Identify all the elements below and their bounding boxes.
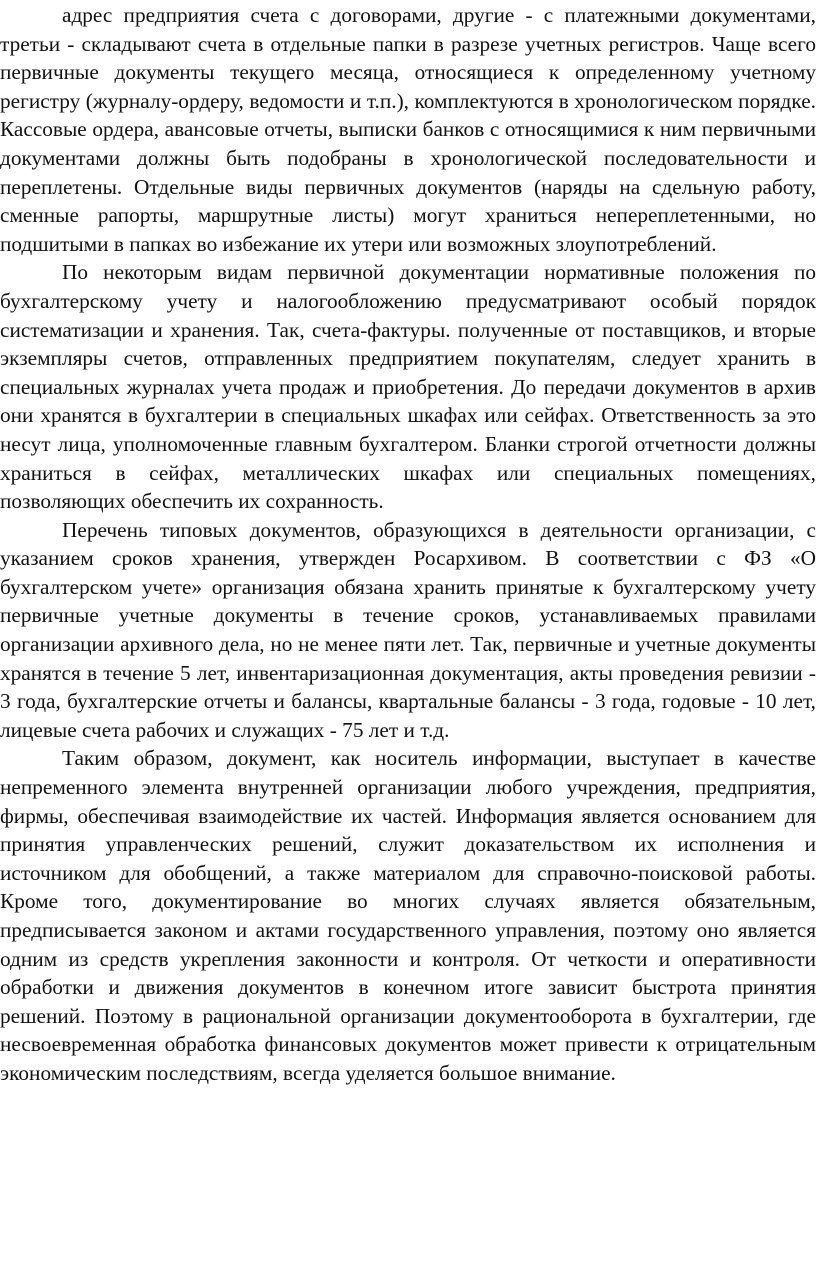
paragraph-2: По некоторым видам первичной документации нормативные положения по бухгалтерскому учету и налогообложению предусматривают особый порядок систематизации и хранения. Так, счета-фактуры. полученные от поставщиков, и вторые экземпляры счетов, отправленных предприятием покупателям, следует хранить в специальных журналах учета продаж и приобретения. До передачи документов в архив они хранятся в бухгалтерии в специальных шкафах или сейфах. Ответственность за это несут лица, уполномоченные главным бухгалтером. Бланки строгой отчетности должны храниться в сейфах, металлических шкафах или специальных помещениях, позволяющих обеспечить их сохранность. — [0, 260, 816, 514]
paragraph-4: Таким образом, документ, как носитель информации, выступает в качестве непременного элемента внутренней организации любого учреждения, предприятия, фирмы, обеспечивая взаимодействие их частей. Информация является основанием для принятия управленческих решений, служит доказательством их исполнения и источником для обобщений, а также материалом для справочно-поисковой работы. Кроме того, документирование во многих случаях является обязательным, предписывается законом и актами государственного управления, поэтому оно является одним из средств укрепления законности и контроля. От четкости и оперативности обработки и движения документов в конечном итоге зависит быстрота принятия решений. Поэтому в рациональной организации документооборота в бухгалтерии, где несвоевременная обработка финансовых документов может привести к отрицательным экономическим последствиям, всегда уделяется большое внимание. — [0, 746, 816, 1085]
paragraph-1: адрес предприятия счета с договорами, другие - с платежными документами, третьи - складывают счета в отдельные папки в разрезе учетных регистров. Чаще всего первичные документы текущего месяца, относящиеся к определенному учетному регистру (журналу-ордеру, ведомости и т.п.), комплектуются в хронологическом порядке. Кассовые ордера, авансовые отчеты, выписки банков с относящимися к ним первичными документами должны быть подобраны в хронологической последовательности и переплетены. Отдельные виды первичных документов (наряды на сдельную работу, сменные рапорты, маршрутные листы) могут храниться непереплетенными, но подшитыми в папках во избежание их утери или возможных злоупотреблений. — [0, 3, 816, 256]
paragraph-3: Перечень типовых документов, образующихся в деятельности организации, с указанием сроков хранения, утвержден Росархивом. В соответствии с ФЗ «О бухгалтерском учете» организация обязана хранить принятые к бухгалтерскому учету первичные учетные документы в течение сроков, устанавливаемых правилами организации архивного дела, но не менее пяти лет. Так, первичные и учетные документы хранятся в течение 5 лет, инвентаризационная документация, акты проведения ревизии - 3 года, бухгалтерские отчеты и балансы, квартальные балансы - 3 года, годовые - 10 лет, лицевые счета рабочих и служащих - 75 лет и т.д. — [0, 517, 816, 742]
